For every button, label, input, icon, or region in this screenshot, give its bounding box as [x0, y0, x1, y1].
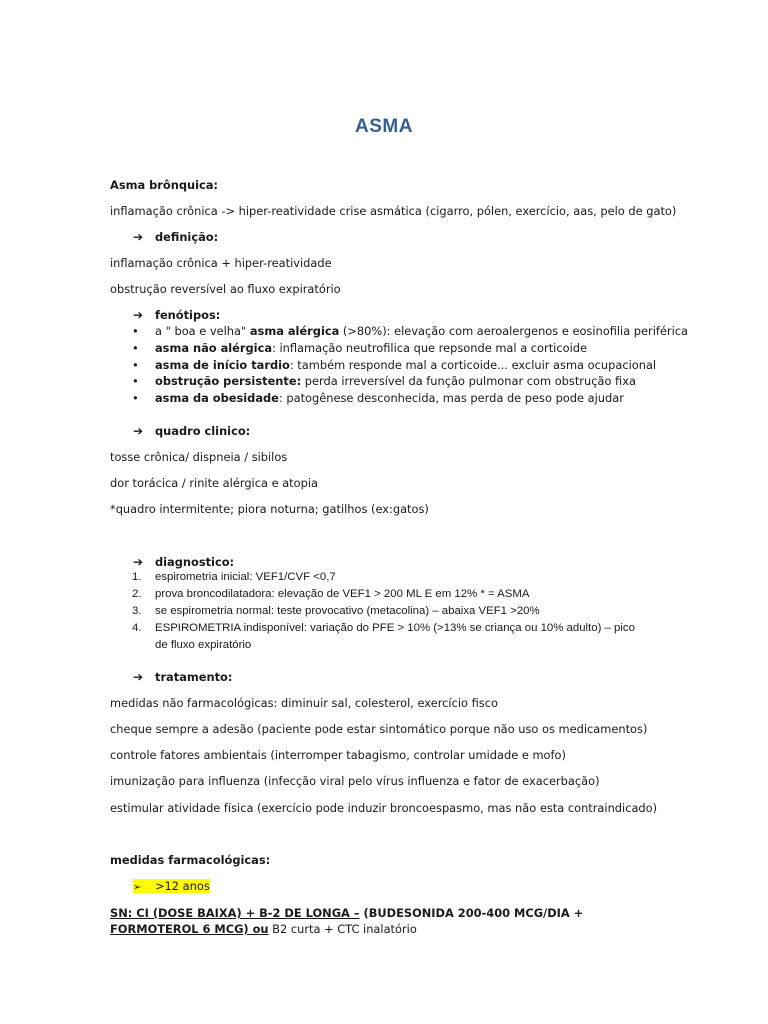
- list-item-diagnostico: prova broncodilatadora: elevação de VEF1 > 200 ML E em 12% * = ASMA: [155, 588, 530, 600]
- age-group-label: >12 anos: [155, 879, 210, 893]
- bullet-dot-icon: •: [132, 324, 139, 338]
- heading-asma-bronquica: Asma brônquica:: [110, 178, 218, 192]
- paragraph-tratamento-3: controle fatores ambientais (interromper tabagismo, controlar umidade e mofo): [110, 748, 566, 762]
- fenotipo-bold: asma alérgica: [249, 324, 340, 338]
- heading-tratamento: tratamento:: [155, 670, 233, 684]
- section-definicao: [133, 230, 218, 244]
- list-item-diagnostico: se espirometria normal: teste provocativo (metacolina) – abaixa VEF1 >20%: [155, 605, 540, 617]
- list-item-fenotipo: [155, 358, 656, 372]
- section-fenotipos: [133, 308, 220, 322]
- sn-bold: (BUDESONIDA 200-400 MCG/DIA +: [359, 906, 584, 920]
- paragraph-quadro-2: dor torácica / rinite alérgica e atopia: [110, 476, 318, 490]
- heading-medidas-farmacologicas: medidas farmacológicas:: [110, 853, 271, 867]
- list-number: 2.: [132, 588, 142, 600]
- section-diagnostico: [133, 555, 234, 569]
- heading-fenotipos: fenótipos:: [155, 308, 221, 322]
- list-number: 4.: [132, 622, 142, 634]
- paragraph-quadro-1: tosse crônica/ dispneia / sibilos: [110, 450, 288, 464]
- fenotipo-bold: asma de início tardio: [155, 358, 290, 372]
- list-item-diagnostico-continuation: de fluxo expiratório: [155, 639, 252, 651]
- paragraph-tratamento-4: imunização para influenza (infecção viral pelo vírus influenza e fator de exacerbação): [110, 774, 600, 788]
- list-number: 3.: [132, 605, 142, 617]
- paragraph-tratamento-5: estimular atividade física (exercício pode induzir broncoespasmo, mas não esta contraindicado): [110, 801, 658, 815]
- page-title: ASMA: [355, 116, 413, 137]
- arrow-bullet-icon: ➔: [133, 308, 144, 322]
- sn-line-2: [110, 921, 417, 937]
- fenotipo-bold: asma da obesidade: [155, 391, 279, 405]
- bullet-dot-icon: •: [132, 391, 139, 405]
- arrow-bullet-icon: ➔: [133, 230, 144, 244]
- list-item-fenotipo: [155, 324, 688, 338]
- arrow-bullet-icon: ➔: [133, 424, 144, 438]
- list-item-fenotipo: [155, 341, 587, 355]
- fenotipo-bold: asma não alérgica: [155, 341, 273, 355]
- heading-diagnostico: diagnostico:: [155, 555, 235, 569]
- fenotipo-rest: : também responde mal a corticoide... excluir asma ocupacional: [289, 358, 657, 372]
- fenotipo-rest: (>80%): elevação com aeroalergenos e eosinofilia periférica: [339, 324, 689, 338]
- list-number: 1.: [132, 571, 142, 583]
- paragraph-asma-bronquica: inflamação crônica -> hiper-reatividade crise asmática (cigarro, pólen, exercício, aas, pelo de gato): [110, 204, 677, 218]
- fenotipo-pre: a " boa e velha": [155, 324, 250, 338]
- list-item-diagnostico: espirometria inicial: VEF1/CVF <0,7: [155, 571, 336, 583]
- triangle-bullet-icon: ➢: [133, 882, 142, 893]
- sn-line2-rest: B2 curta + CTC inalatório: [268, 922, 417, 936]
- sn-line2-underlined: FORMOTEROL 6 MCG) ou: [110, 922, 269, 936]
- bullet-dot-icon: •: [132, 358, 139, 372]
- heading-definicao: definição:: [155, 230, 219, 244]
- paragraph-definicao-2: obstrução reversível ao fluxo expiratório: [110, 282, 341, 296]
- bullet-dot-icon: •: [132, 374, 139, 388]
- list-item-fenotipo: [155, 391, 624, 405]
- heading-quadro-clinico: quadro clinico:: [155, 424, 251, 438]
- section-quadro-clinico: [133, 424, 250, 438]
- arrow-bullet-icon: ➔: [133, 555, 144, 569]
- paragraph-quadro-3: *quadro intermitente; piora noturna; gatilhos (ex:gatos): [110, 502, 429, 516]
- fenotipo-rest: perda irreversível da função pulmonar com obstrução fixa: [301, 374, 636, 388]
- list-item-fenotipo: [155, 374, 636, 388]
- bullet-dot-icon: •: [132, 341, 139, 355]
- sn-underlined: SN: CI (DOSE BAIXA) + B-2 DE LONGA –: [110, 906, 360, 920]
- sn-line-1: [110, 905, 583, 921]
- fenotipo-rest: : inflamação neutrofilica que repsonde mal a corticoide: [272, 341, 587, 355]
- paragraph-definicao-1: inflamação crônica + hiper-reatividade: [110, 256, 332, 270]
- age-group-row: [133, 879, 210, 895]
- paragraph-tratamento-1: medidas não farmacológicas: diminuir sal, colesterol, exercício fisco: [110, 696, 498, 710]
- age-group-highlight: [133, 879, 210, 893]
- list-item-diagnostico: ESPIROMETRIA indisponível: variação do PFE > 10% (>13% se criança ou 10% adulto) – pico: [155, 622, 635, 634]
- fenotipo-bold: obstrução persistente:: [155, 374, 302, 388]
- section-tratamento: [133, 670, 232, 684]
- paragraph-tratamento-2: cheque sempre a adesão (paciente pode estar sintomático porque não uso os medicamentos): [110, 722, 648, 736]
- fenotipo-rest: : patogênese desconhecida, mas perda de peso pode ajudar: [278, 391, 624, 405]
- arrow-bullet-icon: ➔: [133, 670, 144, 684]
